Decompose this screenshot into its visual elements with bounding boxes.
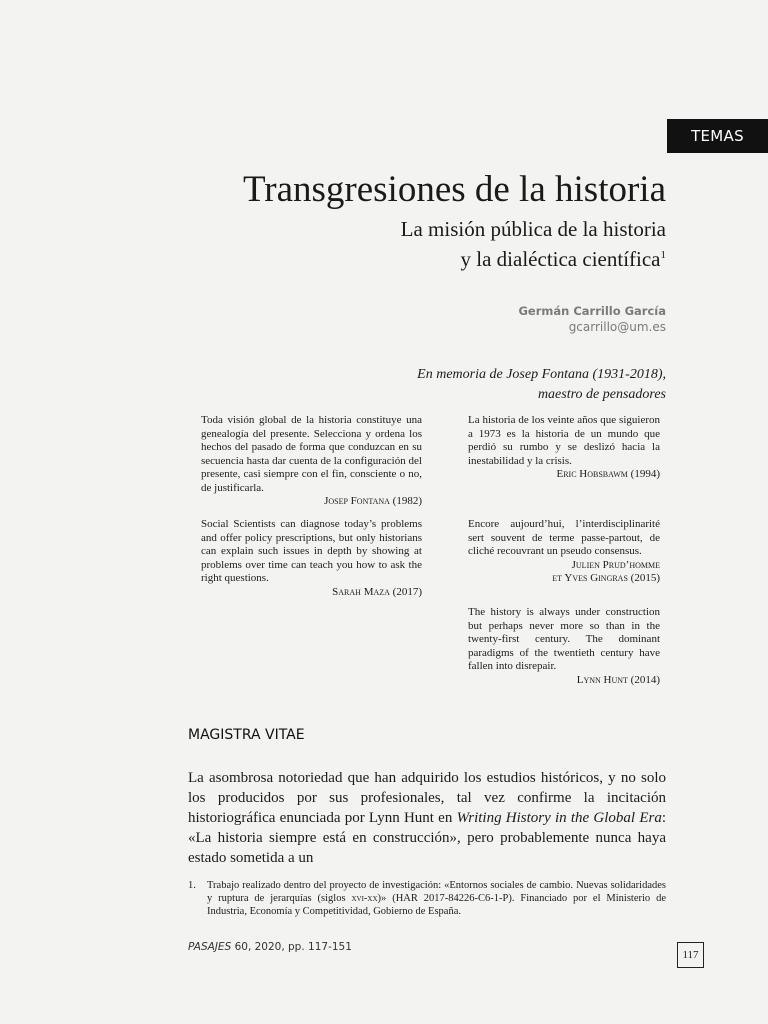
epigraph-maza: [201, 518, 422, 599]
journal-name: PASAJES: [188, 941, 232, 953]
epigraph-source: Lynn Hunt (2014): [576, 673, 660, 686]
subtitle-line-2: [401, 242, 666, 272]
dedication-line-2: maestro de pensadores: [537, 387, 666, 402]
epigraph-source: Josep Fontana (1982): [324, 495, 422, 507]
epigraph-source: Eric Hobsbawm (1994): [556, 468, 660, 480]
citation-details: 60, 2020, pp. 117-151: [231, 941, 352, 953]
body-text-part-1: La asombrosa notoriedad que han adquirido los estudios históricos, y no solo los producidos por sus profesionales, tal vez confirme la incitación historiográfica enunciada por Lynn Hunt en: [188, 770, 666, 826]
dedication: [417, 365, 666, 405]
epigraph-source-line-2: et Yves Gingras (2015): [552, 572, 660, 584]
epigraph-text: The history is always under construction but perhaps never more so than in the twenty-first century. The dominant paradigms of the twentieth century have fallen into disrepair.: [468, 606, 660, 672]
epigraph-text: La historia de los veinte años que siguieron a 1973 es la historia de un mundo que perdió su rumbo y se deslizó hacia la inestabilidad y la crisis.: [468, 414, 660, 467]
book-title: Writing History in the Global Era: [456, 810, 662, 826]
subtitle-line-1: La misión pública de la historia: [400, 217, 666, 241]
footnote-ref[interactable]: 1: [660, 249, 666, 261]
footnote-text-part-2: )» (HAR 2017-84226-C6-1-P). Financiado por el Ministerio de Industria, Economía y Competitividad, Gobierno de España.: [207, 893, 666, 917]
section-heading: MAGISTRA VITAE: [188, 727, 305, 743]
epigraph-prudhomme-gingras: [468, 518, 660, 586]
footnote-centuries: xvi-xx: [351, 893, 378, 904]
section-tab: TEMAS: [667, 119, 768, 153]
body-text-part-2: : «La historia siempre está en construcción», pero probablemente nunca haya estado sometida a un: [188, 810, 666, 866]
epigraph-text: Social Scientists can diagnose today’s problems and offer policy prescriptions, but only historians can explain such issues in depth by showing at problems over time can teach you how to ask the right questions.: [201, 518, 422, 584]
subtitle-line-2-text: y la dialéctica científica: [460, 247, 661, 271]
article-title: Transgresiones de la historia: [242, 169, 666, 210]
journal-citation: [188, 941, 352, 953]
footnote-number: 1.: [188, 880, 196, 891]
page-number: 117: [677, 942, 704, 968]
epigraph-text: Encore aujourd’hui, l’interdisciplinarité sert souvent de terme passe-partout, de cliché recouvrant un pseudo consensus.: [468, 518, 660, 557]
footnote: [188, 879, 666, 918]
epigraph-source: Sarah Maza (2017): [332, 585, 422, 598]
epigraph-text: Toda visión global de la historia constituye una genealogía del presente. Selecciona y ordena los hechos del pasado de forma que conduzcan en su secuencia hasta dar cuenta de la configuración del presente, casi siempre con el fin, consciente o no, de justificarla.: [201, 414, 422, 494]
body-paragraph: [188, 768, 666, 868]
epigraph-hunt: [468, 606, 660, 687]
footnote-text: [207, 879, 666, 918]
author-email[interactable]: gcarrillo@um.es: [568, 320, 666, 334]
article-subtitle: [401, 216, 666, 272]
epigraph-hobsbawm: [468, 414, 660, 482]
footnote-text-part-1: Trabajo realizado dentro del proyecto de investigación: «Entornos sociales de cambio. Nuevas solidaridades y ruptura de jerarquías (siglos: [207, 880, 666, 904]
author-name: Germán Carrillo García: [518, 304, 666, 318]
epigraph-source-line-1: Julien Prud’homme: [571, 558, 660, 571]
epigraph-fontana: [201, 414, 422, 509]
dedication-line-1: En memoria de Josep Fontana (1931-2018),: [417, 367, 666, 382]
